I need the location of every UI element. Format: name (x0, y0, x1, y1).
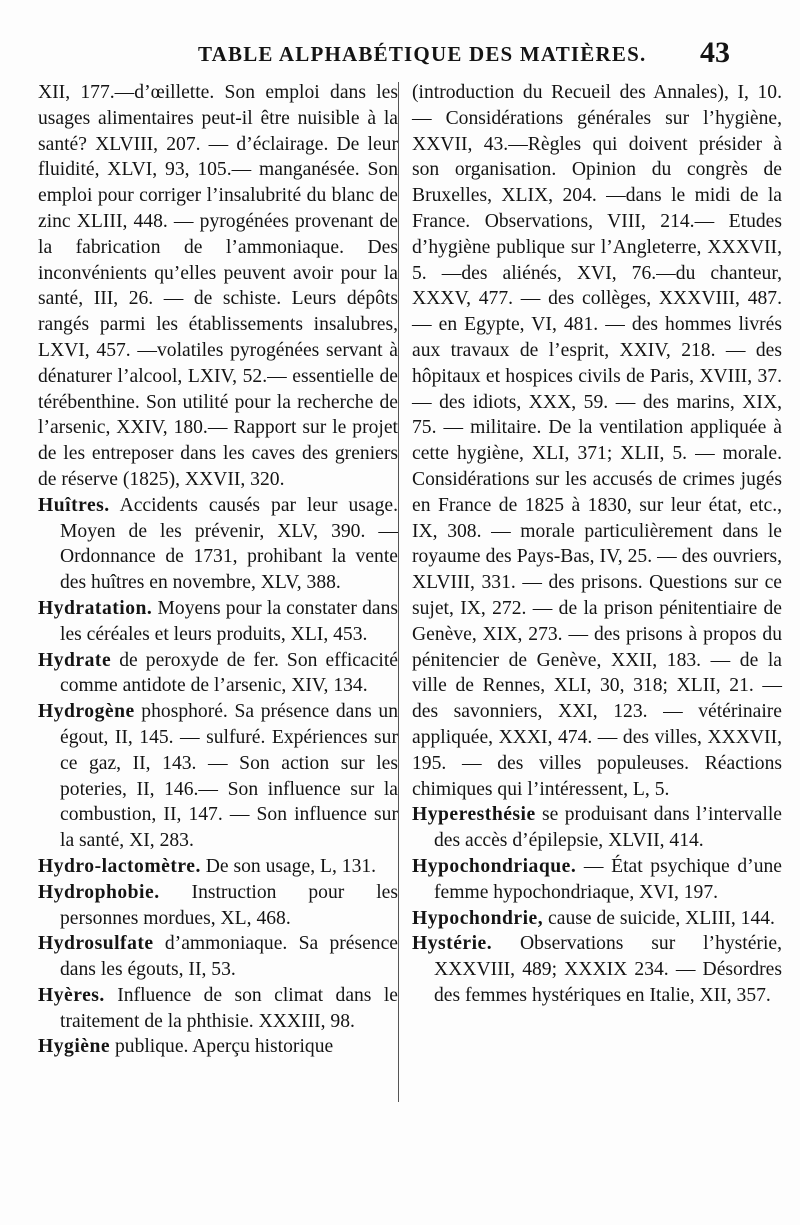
entry-headword: Hypochondrie, (412, 907, 544, 929)
entry-headword: Huîtres. (38, 494, 110, 516)
entry-text: Instruction pour les personnes mordues, XL, 468. (60, 881, 398, 929)
index-entry (38, 931, 398, 983)
index-entry-continuation: (introduction du Recueil des Annales), I, 10. — Considérations générales sur l’hygiène, XXVII, 43.—Règles qui doivent présider à son organisation. Opinion du congrès de Bruxelles, XLIX, 204. —dans le midi de la France. Observations, VIII, 214.— Etudes d’hygiène publique sur l’Angleterre, XXXVII, 5. —des aliénés, XVI, 76.—du chanteur, XXXV, 477. — des collèges, XXXVIII, 487. — en Egypte, VI, 481. — des hommes livrés aux travaux de l’esprit, XXIV, 218. — des hôpitaux et hospices civils de Paris, XVIII, 37. — des idiots, XXX, 59. — des marins, XIX, 75. — militaire. De la ventilation appliquée à cette hygiène, XLI, 371; XLII, 5. — morale. Considérations sur les accusés de crimes jugés en France de 1825 à 1830, sur leur état, etc., IX, 308. — morale particulièrement dans le royaume des Pays-Bas, IV, 25. — des ouvriers, XLVIII, 331. — des prisons. Questions sur ce sujet, IX, 272. — de la prison pénitentiaire de Genève, XIX, 273. — des prisons à propos du pénitencier de Genève, XXII, 183. — de la ville de Rennes, XLI, 30, 318; XLII, 21. — des savonniers, XXI, 123. — vétérinaire appliquée, XXXI, 474. — des villes, XXXVII, 195. — des villes populeuses. Réactions chimiques qui l’intéressent, L, 5. (412, 82, 782, 800)
entry-text: se produisant dans l’intervalle des accès d’épilepsie, XLVII, 414. (434, 804, 782, 852)
index-entry (38, 596, 398, 648)
index-entry (38, 854, 398, 880)
index-entry (412, 931, 782, 1008)
entry-headword: Hyperesthésie (412, 804, 536, 826)
page-number: 43 (700, 36, 730, 69)
index-entry (38, 880, 398, 932)
entry-headword: Hydratation. (38, 597, 153, 619)
entry-headword: Hydrosulfate (38, 933, 154, 955)
index-entry (38, 1034, 398, 1060)
entry-text: d’ammoniaque. Sa présence dans les égouts, II, 53. (60, 933, 398, 981)
running-title: TABLE ALPHABÉTIQUE DES MATIÈRES. (198, 42, 647, 66)
entry-text: Influence de son climat dans le traitement de la phthisie. XXXIII, 98. (60, 984, 398, 1032)
entry-text: cause de suicide, XLIII, 144. (543, 907, 775, 929)
index-entry (38, 983, 398, 1035)
index-entry (412, 802, 782, 854)
entry-text: phosphoré. Sa présence dans un égout, II, 145. — sulfuré. Expériences sur ce gaz, II, 143. — Son action sur les poteries, II, 146.— Son influence sur la combustion, II, 147. — Son influence sur la santé, XI, 283. (60, 701, 398, 852)
entry-headword: Hystérie. (412, 933, 493, 955)
entry-headword: Hyères. (38, 984, 105, 1006)
entry-text: De son usage, L, 131. (200, 855, 377, 877)
entry-text: Moyens pour la constater dans les céréales et leurs produits, XLI, 453. (60, 597, 398, 645)
entry-headword: Hydro-lactomètre. (38, 855, 201, 877)
right-column (412, 80, 782, 1009)
entry-text: publique. Aperçu historique (110, 1036, 334, 1058)
entry-headword: Hydrogène (38, 701, 135, 723)
index-entry (38, 648, 398, 700)
index-entry (412, 854, 782, 906)
entry-text: — État psychique d’une femme hypochondriaque, XVI, 197. (434, 855, 782, 903)
left-column (38, 80, 398, 1060)
entry-headword: Hypochondriaque. (412, 855, 577, 877)
entry-text: de peroxyde de fer. Son efficacité comme antidote de l’arsenic, XIV, 134. (60, 649, 398, 697)
entry-headword: Hydrate (38, 649, 112, 671)
index-entry (412, 906, 782, 932)
index-entry (38, 493, 398, 596)
column-divider (398, 82, 399, 1102)
entry-headword: Hygiène (38, 1036, 111, 1058)
index-entry (38, 699, 398, 854)
entry-text: Observations sur l’hystérie, XXXVIII, 489; XXXIX 234. — Désordres des femmes hystériques en Italie, XII, 357. (434, 933, 782, 1006)
index-entry-continuation: XII, 177.—d’œillette. Son emploi dans les usages alimentaires peut-il être nuisible à la santé? XLVIII, 207. — d’éclairage. De leur fluidité, XLVI, 93, 105.— manganésée. Son emploi pour corriger l’insalubrité du blanc de zinc XLIII, 448. — pyrogénées provenant de la fabrication de l’ammoniaque. Des inconvénients qu’elles peuvent avoir pour la santé, III, 26. — de schiste. Leurs dépôts rangés parmi les établissements insalubres, LXVI, 457. —volatiles pyrogénées servant à dénaturer l’alcool, LXIV, 52.— essentielle de térébenthine. Son utilité pour la recherche de l’arsenic, XXIV, 180.— Rapport sur le projet de les entreposer dans les caves des greniers de réserve (1825), XXVII, 320. (38, 82, 398, 490)
entry-text: Accidents causés par leur usage. Moyen de les prévenir, XLV, 390. — Ordonnance de 1731, prohibant la vente des huîtres en novembre, XLV, 388. (60, 494, 398, 594)
entry-headword: Hydrophobie. (38, 881, 160, 903)
page-header (0, 36, 800, 72)
